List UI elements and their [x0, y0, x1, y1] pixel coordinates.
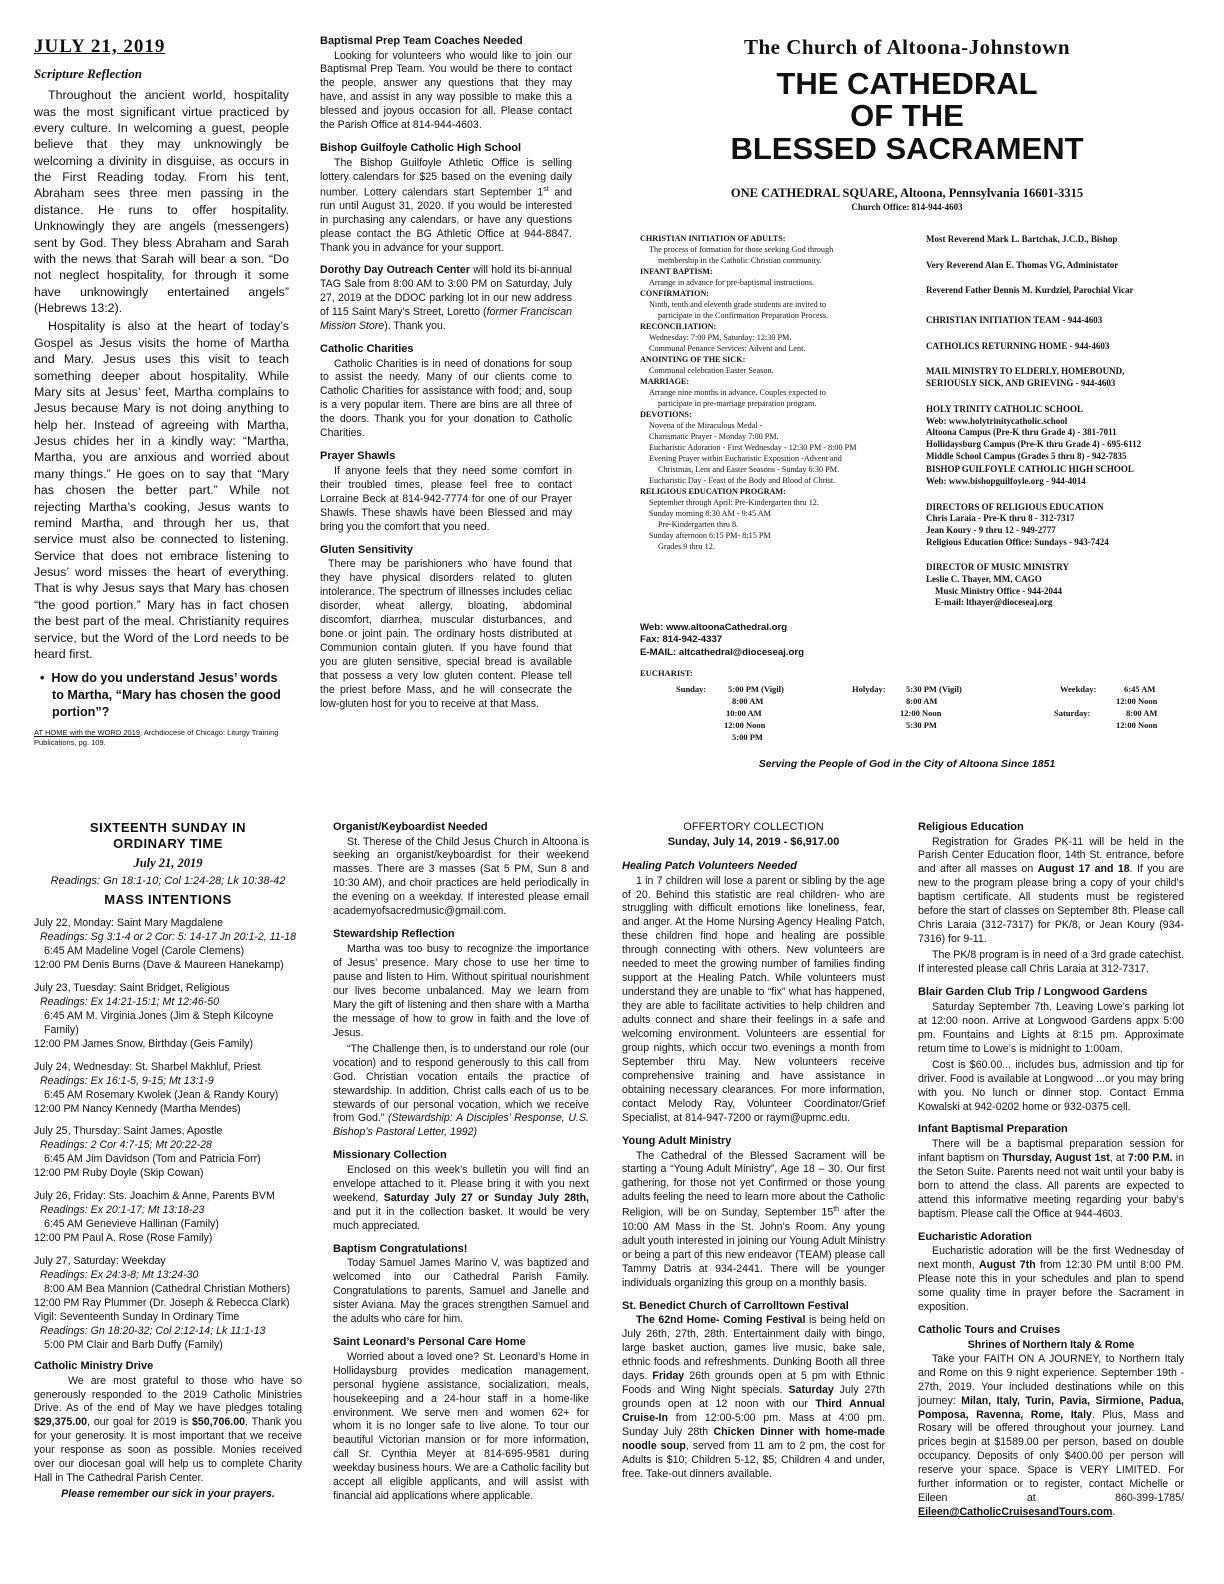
sacrament-detail: Christmas, Lent and Easter Seasons - Sunday 6:30 PM. — [658, 464, 840, 474]
missionary-heading: Missionary Collection — [333, 1149, 447, 1162]
mass-intention: 6:45 AM Rosemary Kwolek (Jean & Randy Koury) — [44, 1088, 279, 1101]
sunday-label: Sunday: — [676, 684, 707, 694]
weekday-label: Weekday: — [1060, 684, 1097, 694]
sacrament-heading: MARRIAGE: — [640, 376, 690, 386]
mass-day — [34, 1061, 302, 1117]
sacrament-detail: Wednesday: 7:00 PM, Saturday: 12:30 PM. — [649, 332, 792, 342]
mass-intention: 8:00 AM Bea Mannion (Cathedral Christian Mothers) — [44, 1283, 291, 1296]
sacrament-heading: RECONCILIATION: — [640, 321, 717, 331]
mass-day-readings: Readings: Sg 3:1-4 or 2 Cor: 5: 14-17 Jn 20:1-2, 11-18 — [40, 930, 296, 943]
cathedral-title: THE CATHEDRAL OF THE BLESSED SACRAMENT — [730, 65, 1084, 166]
clergy-vicar: Reverend Father Dennis M. Kurdziel, Parochial Vicar — [926, 285, 1134, 296]
sunday-time: 10:00 AM — [726, 708, 762, 718]
masthead — [622, 34, 1192, 770]
reflection-question: • How do you understand Jesus’ words to Martha, “Mary has chosen the good portion”? — [40, 671, 281, 719]
announcements-column-top — [320, 34, 572, 754]
st-benedict-heading: St. Benedict Church of Carrolltown Festival — [622, 1299, 849, 1312]
st-leonard-text: Worried about a loved one? St. Leonard’s Home in Hollidaysburg provides medication management, personal hygiene assistance, socialization, meals, housekeeping and a 24-hour staff in a home-like environment. We serve men and women 62+ for whom it is no longer safe to live alone. To tour our beautiful Victorian mansion or for more information, call Sr. Cynthia Meyer at 814-695-9581 during weekday business hours. We are a Catholic facility but accept all eligible applicants, and will assist with financial aid applications where applicable. — [333, 1350, 589, 1503]
sacrament-detail: Arrange in advance for pre-baptismal instructions. — [649, 277, 815, 287]
prayer-shawls-heading: Prayer Shawls — [320, 450, 396, 463]
reflection-footnote: AT HOME with the WORD 2019, Archdiocese of Chicago: Liturgy Training Publications, pg. 109. — [34, 728, 279, 748]
infant-baptism-heading: Infant Baptismal Preparation — [918, 1123, 1068, 1136]
sacrament-detail: Arrange nine months in advance. Couples expected to — [649, 387, 826, 397]
baptism-congrats-heading: Baptism Congratulations! — [333, 1242, 468, 1255]
sacrament-detail: Grades 9 thru 12. — [658, 541, 715, 551]
sunday-time: 5:00 PM (Vigil) — [728, 684, 784, 694]
mass-day-readings: Readings: Ex 24:3-8; Mt 13:24-30 — [40, 1269, 199, 1282]
mass-day-title: July 27, Saturday: Weekday — [34, 1255, 166, 1268]
weekday-time: 6:45 AM — [1124, 684, 1156, 694]
holyday-time: 5:30 PM (Vigil) — [906, 684, 962, 694]
mass-day-readings: Readings: Ex 16:1-5, 9-15; Mt 13:1-9 — [40, 1074, 214, 1087]
liturgical-date: July 21, 2019 — [133, 855, 203, 870]
scripture-column — [34, 34, 289, 754]
liturgical-title: SIXTEENTH SUNDAY IN ORDINARY TIME — [89, 820, 247, 851]
sacrament-heading: CHRISTIAN INITIATION OF ADULTS: — [640, 234, 786, 243]
mass-intention: 12:00 PM James Snow, Birthday (Geis Family) — [34, 1037, 254, 1050]
prayer-shawls-text: If anyone feels that they need some comfort in their troubled times, please feel free to contact Lorraine Beck at 814-942-7774 for one of our Prayer Shawls. These shawls have been Blessed and may bring you the comfort that you need. — [320, 464, 572, 533]
mass-day-readings: Readings: Ex 14:21-15:1; Mt 12:46-50 — [40, 995, 220, 1008]
sacrament-detail: Ninth, tenth and eleventh grade students are invited to — [649, 299, 827, 309]
sacrament-detail: September through April: Pre-Kindergarten thru 12. — [649, 497, 819, 507]
gluten-text: There may be parishioners who have found that they have physical disorders related to gluten intolerance. The spectrum of illnesses includes celiac disorder, wheat allergy, bloating, abdominal discomfort, diarrhea, muscular disturbances, and bone or joint pain. The ordinary hosts distributed at Communion contain gluten. If you have found that you are gluten sensitive, special bread is available that possess a very low gluten content. Please tell the priest before Mass, and he will consecrate the low-gluten host for you to receive at that Mass. — [320, 558, 572, 710]
sacrament-heading: CONFIRMATION: — [640, 288, 709, 298]
mass-intention: 12:00 PM Ray Plummer (Dr. Joseph & Rebecca Clark) — [34, 1297, 290, 1310]
baptism-congrats-text: Today Samuel James Marino V, was baptized and welcomed into our Cathedral Parish Family. Congratulations to parents, Samuel and Janelle and sister Aviana. May the graces strengthen Samuel and the adults who care for him. — [333, 1257, 589, 1326]
mass-intention: 12:00 PM Denis Burns (Dave & Maureen Hanekamp) — [34, 958, 284, 971]
mass-day — [34, 1255, 302, 1353]
serving-tagline: Serving the People of God in the City of Altoona Since 1851 — [758, 758, 1056, 770]
church-office: Church Office: 814-944-4603 — [851, 201, 963, 212]
sunday-time: 5:00 PM — [732, 732, 763, 742]
weekday-time: 12:00 Noon — [1116, 696, 1158, 706]
religious-ed-heading: Religious Education — [918, 821, 1024, 833]
address: ONE CATHEDRAL SQUARE, Altoona, Pennsylvania 16601-3315 — [730, 186, 1084, 201]
catholics-returning: CATHOLICS RETURNING HOME - 944-4603 — [926, 340, 1110, 351]
sacrament-detail: Eucharistic Adoration - First Wednesday - 12:30 PM - 8:00 PM — [649, 442, 857, 452]
sick-prayers: Please remember our sick in your prayers. — [61, 1488, 275, 1501]
mass-intention: 6:45 AM Genevieve Hallinan (Family) — [44, 1218, 219, 1231]
mass-day-title: July 25, Thursday: Saint James, Apostle — [34, 1125, 223, 1138]
sacrament-detail: Novena of the Miraculous Medal - — [649, 420, 763, 430]
tours-heading: Catholic Tours and Cruises — [918, 1324, 1061, 1337]
sacrament-detail: Charismatic Prayer - Monday 7:00 PM. — [649, 431, 779, 441]
sacrament-detail: Eucharistic Day - Feast of the Body and Blood of Christ. — [649, 475, 836, 485]
mail-ministry: MAIL MINISTRY TO ELDERLY, HOMEBOUND, SERIOUSLY SICK, AND GRIEVING - 944-4603 — [926, 366, 1125, 389]
offertory-column — [622, 820, 885, 1560]
catechist-needed-text: The PK/8 program is in need of a 3rd grade catechist. If interested please call Chris Laraia at 312-7317. — [918, 949, 1184, 976]
mass-intention: 6:45 AM M. Virginia Jones (Jim & Steph Kilcoyne Family) — [44, 1009, 274, 1036]
mass-day-title: July 26, Friday: Sts. Joachim & Anne, Parents BVM — [34, 1190, 275, 1203]
adoration-text: Eucharistic adoration will be the first Wednesday of next month, August 7th from 12:30 PM until 8:00 PM. Please note this in your schedules and plan to spend some quality time in prayer before the Sacrament in exposition. — [918, 1245, 1184, 1314]
sacrament-detail: participate in pre-marriage preparation program. — [658, 398, 817, 408]
announcements-column-bottom — [333, 820, 589, 1560]
directory — [926, 234, 1192, 609]
clergy-administrator: Very Reverend Alan E. Thomas VG, Administator — [926, 259, 1119, 270]
eucharist-label: EUCHARIST: — [640, 668, 693, 678]
sacrament-heading: RELIGIOUS EDUCATION PROGRAM: — [640, 486, 786, 496]
mass-intentions-column — [34, 820, 302, 1560]
sacrament-detail: Communal Penance Services: Advent and Lent. — [649, 343, 806, 353]
gluten-heading: Gluten Sensitivity — [320, 543, 413, 556]
tours-subheading: Shrines of Northern Italy & Rome — [967, 1338, 1135, 1351]
bulletin-date: JULY 21, 2019 — [34, 36, 166, 57]
mass-day-readings: Readings: Gn 18:20-32; Col 2:12-14; Lk 11:1-13 — [40, 1325, 266, 1338]
mass-intentions-list — [34, 917, 302, 1353]
charities-heading: Catholic Charities — [320, 343, 414, 355]
young-adult-heading: Young Adult Ministry — [622, 1134, 732, 1147]
holy-trinity-school: HOLY TRINITY CATHOLIC SCHOOL Web: www.holytrinitycatholic.school Altoona Campus (Pre-K thru Grade 4) - 381-7011 Hollidaysburg Campus (Pre-K thru Grade 4) - 695-6112 Middle School Campus (Grades 5 thru 8) - 942-7835 — [926, 403, 1142, 461]
sunday-time: 12:00 Noon — [724, 720, 766, 730]
baptismal-prep-text: Looking for volunteers who would like to join our Baptismal Prep Team. You would be there to contact the people, answer any questions that they may have, and assist in any way possible to make this a blessed and joyous occasion for all. Please contact the Parish Office at 814-944-4603. — [320, 49, 572, 132]
mass-intention: 12:00 PM Ruby Doyle (Skip Cowan) — [34, 1167, 204, 1180]
mass-day — [34, 1125, 302, 1181]
mass-day-title: July 22, Monday: Saint Mary Magdalene — [34, 916, 224, 929]
stewardship-heading: Stewardship Reflection — [333, 928, 455, 941]
mass-day-title: July 23, Tuesday: Saint Bridget, Religious — [34, 981, 230, 994]
sacrament-detail: Evening Prayer within Eucharistic Exposition -Advent and — [649, 453, 842, 463]
missionary-text: Enclosed on this week’s bulletin you will find an envelope attached to it. Please bring it with you next weekend, Saturday July 27 or Sunday July 28th, and put it in the collection basket. It would be very much appreciated. — [333, 1163, 589, 1232]
religious-ed-text: Registration for Grades PK-11 will be held in the Parish Center Education floor, 14th St. entrance, before and after all masses on August 17 and 18. If you are new to the program please bring a copy of your child’s baptism certificate. All students must be registered before the start of classes on September 8th. Please call Chris Laraia (312-7317) for PK/8, or Jean Koury (934-7316) for 9-11. — [918, 835, 1184, 946]
website-link[interactable]: Web: www.altoonaCathedral.org — [640, 622, 788, 633]
garden-club-text: Saturday September 7th. Leaving Lowe’s parking lot at 12:00 noon. Arrive at Longwood Gardens appx 5:00 pm. Fountains and Lights at 8:15 pm. Approximate return time to Lowe’s is midnight to 1:00am. — [918, 1000, 1184, 1055]
mass-day — [34, 1190, 302, 1246]
initiation-team: CHRISTIAN INITIATION TEAM - 944-4603 — [926, 315, 1103, 326]
guilfoyle-text: The Bishop Guilfoyle Athletic Office is selling lottery calendars for $25 based on the evening daily number. Lottery calendars start September 1st and run until August 31, 2020. If you would be interested in purchasing any calendars, or have any questions please contact the BG Athletic Office at 944-8847. Thank you in advance for your support. — [320, 156, 572, 255]
holyday-time: 12:00 Noon — [900, 708, 942, 718]
sunday-time: 8:00 AM — [732, 696, 764, 706]
music-ministry: DIRECTOR OF MUSIC MINISTRY Leslie C. Thayer, MM, CAGO Music Ministry Office - 944-2044 E-mail: lthayer@dioceseaj.org — [926, 562, 1069, 608]
education-column — [918, 820, 1184, 1560]
sacrament-detail: membership in the Catholic Christian community. — [658, 255, 822, 265]
offertory-heading: OFFERTORY COLLECTION — [683, 821, 824, 833]
mass-day-readings: Readings: 2 Cor 4:7-15; Mt 20:22-28 — [40, 1139, 212, 1152]
young-adult-text: The Cathedral of the Blessed Sacrament will be starting a “Young Adult Ministry”, Age 18 – 30. Our first gathering, for those not yet Confirmed or those young adults feeling the need to learn more about the Catholic Religion, will be on Sunday, September 15th after the 10:00 AM Mass in the St. John’s Room. Any young adult youth interested in joining our Young Adult Ministry or being a part of this new endeavor (TEAM) please call Tammy Datris at 934-2441. There will be younger individuals organizing this group on a monthly basis. — [622, 1149, 885, 1289]
sacrament-detail: participate in the Confirmation Preparation Process. — [658, 310, 829, 320]
sacrament-detail: Pre-Kindergarten thru 8. — [658, 519, 739, 529]
email-link[interactable]: E-MAIL: altcathedral@dioceseaj.org — [640, 646, 804, 658]
mass-day — [34, 917, 302, 973]
tours-email-link[interactable]: Eileen@CatholicCruisesandTours.com — [918, 1506, 1113, 1519]
organist-text: St. Therese of the Child Jesus Church in Altoona is seeking an organist/keyboardist for their weekend masses. There are 3 masses (Sat 5 PM, Sun 8 and 10:30 AM), and choir practices are held periodically in the evening on a weekday. If interested please email academyofsacredmusic@gmail.com. — [333, 835, 589, 918]
stewardship-text: Martha was too busy to recognize the importance of Jesus’ presence. Mary chose to use her time to pause and listen to Him. Without spiritual nourishment our lives become unbalanced. May we learn from Mary the gift of listening and then share with a Martha the message of how to grow in faith and the love of Jesus. — [333, 942, 589, 1039]
scripture-reflection-heading: Scripture Reflection — [34, 66, 142, 82]
healing-patch-heading: Healing Patch Volunteers Needed — [622, 860, 798, 873]
st-benedict-text: The 62nd Home- Coming Festival is being held on July 26th, 27th, 28th. Entertainment daily with bingo, large basket auction, games live music, bake sale, ethnic foods and refreshments. Dunking Booth all three days. Friday 26th grounds open at 5 pm with Ethnic Foods and Wing Night specials. Saturday July 27th grounds open at 12 noon with our Third Annual Cruise-In from 12:00-5:00 pm. Mass at 4:00 pm. Sunday July 28th Chicken Dinner with home-made noodle soup, served from 11 am to 2 pm, the cost for Adults is $10; Children 5-12, $5; Children 4 and under, free. Take-out dinners available. — [622, 1314, 886, 1480]
mass-intention: 5:00 PM Clair and Barb Duffy (Family) — [44, 1339, 223, 1352]
adoration-heading: Eucharistic Adoration — [918, 1230, 1032, 1243]
offertory-amount: Sunday, July 14, 2019 - $6,917.00 — [667, 835, 840, 848]
mass-intention: 6:45 AM Jim Davidson (Tom and Patricia Forr) — [44, 1153, 261, 1166]
mass-day-readings: Readings: Ex 20:1-17; Mt 13:18-23 — [40, 1204, 205, 1217]
sacraments-list — [640, 234, 906, 553]
mass-intention: Vigil: Seventeenth Sunday In Ordinary Time — [34, 1311, 240, 1324]
mass-intention: 12:00 PM Paul A. Rose (Rose Family) — [34, 1232, 213, 1245]
bishop-guilfoyle-school: BISHOP GUILFOYLE CATHOLIC HIGH SCHOOL Web: www.bishopguilfoyle.org - 944-4014 — [926, 464, 1134, 486]
sacrament-heading: ANOINTING OF THE SICK: — [640, 354, 746, 364]
sunday-readings: Readings: Gn 18:1-10; Col 1:24-28; Lk 10:38-42 — [50, 875, 286, 888]
infant-baptism-text: There will be a baptismal preparation session for infant baptism on Thursday, August 1st, at 7:00 P.M. in the Seton Suite. Parents need not wait until your baby is born to attend the class. All parents are expected to attend this informative meeting regarding your baby’s baptism. Please call the Office at 944-4603. — [918, 1137, 1184, 1220]
sacrament-detail: The process of formation for those seeking God through — [649, 244, 834, 254]
saturday-time: 12:00 Noon — [1116, 720, 1158, 730]
ministry-drive-heading: Catholic Ministry Drive — [34, 1360, 154, 1373]
holyday-time: 5:30 PM — [906, 720, 937, 730]
mass-intentions-heading: MASS INTENTIONS — [104, 891, 232, 907]
baptismal-prep-heading: Baptismal Prep Team Coaches Needed — [320, 35, 523, 47]
reflection-paragraph: Hospitality is also at the heart of today’s Gospel as Jesus visits the home of Martha and Mary. Jesus uses this visit to teach something deeper about hospitality. While Mary sits at Jesus’ feet, Martha complains to Jesus because Mary is not doing anything to help her. Instead of agreeing with Martha, Jesus chides her in a kindly way: “Martha, Martha, you are anxious and worried about many things.” He goes on to say that “Mary has chosen the better part.” While not rejecting Martha’s cooking, Jesus wants to remind Martha, and through her us, that service must also be connected to listening. Service that does not embrace listening to Jesus’ word misses the heart of everything. That is why Jesus says that Mary has chosen “the good portion.” Mary has in fact chosen the best part of the meal. Christianity requires service, but the Word of the Lord needs to be heard first. — [34, 319, 289, 661]
sacrament-detail: Sunday afternoon 6:15 PM- 8:15 PM — [649, 530, 771, 540]
organist-heading: Organist/Keyboardist Needed — [333, 821, 488, 833]
saturday-time: 8:00 AM — [1126, 708, 1158, 718]
sacrament-detail: Sunday morning 8:30 AM - 9:45 AM — [649, 508, 771, 518]
ministry-drive-text: We are most grateful to those who have so generously responded to the 2019 Catholic Ministries Drive. As of the end of May we have pledges totaling $29,375.00, our goal for 2019 is $50,706.00. Thank you for your generosity. It is most important that we receive your response as soon as possible. Monies received over our diocesan goal will help us to complete Charity Hall in The Cathedral Parish Center. — [34, 1374, 302, 1485]
saturday-label: Saturday: — [1054, 708, 1091, 718]
sacrament-detail: Communal celebration Easter Season. — [649, 365, 774, 375]
mass-intention: 12:00 PM Nancy Kennedy (Martha Mendes) — [34, 1102, 241, 1115]
clergy-bishop: Most Reverend Mark L. Bartchak, J.C.D., Bishop — [926, 234, 1118, 244]
contact-web — [640, 622, 804, 659]
footnote-source-link[interactable]: AT HOME with the WORD 2019 — [34, 728, 141, 738]
sacrament-heading: DEVOTIONS: — [640, 409, 692, 419]
tours-text: Take your FAITH ON A JOURNEY, to Northern Italy and Rome on this 9 night experience. September 19th - 27th, 2019. Your included destinations while on this journey: Milan, Italy, Turin, Pavia, Sirmione, Padua, Pomposa, Ravenna, Rome, Italy. Plus, Mass and Rosary will be offered throughout your journey. Land prices begin at $1589.00 per person, based on double occupancy. Deposits of only $400.00 per person will reserve your space. Space is VERY LIMITED. For further information or to register, contact Michelle or Eileen at 860-399-1785/ Eileen@CatholicCruisesandTours.com. — [918, 1352, 1184, 1519]
dorothy-day-text: Dorothy Day Outreach Center will hold its bi-annual TAG Sale from 8:00 AM to 3:00 PM on Saturday, July 27, 2019 at the DDOC parking lot in our new address of 115 Saint Mary’s Street, Loretto (former Franciscan Mission Store). Thank you. — [320, 264, 572, 333]
mass-intention: 6:45 AM Madeline Vogel (Carole Clemens) — [44, 944, 245, 957]
mass-day-title: July 24, Wednesday: St. Sharbel Makhluf, Priest — [34, 1060, 261, 1073]
holyday-time: 8:00 AM — [906, 696, 938, 706]
reflection-paragraph: Throughout the ancient world, hospitality was the most significant virtue practiced by every culture. In welcoming a guest, people believe that they may unknowingly be welcoming a divinity in disguise, as occurs in the First Reading today. From his tent, Abraham sees three men passing in the distance. He runs to offer hospitality. Unknowingly they are angels (messengers) sent by God. They bless Abraham and Sarah with the news that Sarah will bear a son. “Do not neglect hospitality, for through it some have unknowingly entertained angels” (Hebrews 13:2). — [34, 88, 289, 316]
garden-club-cost: Cost is $60.00... includes bus, admission and tip for driver. Food is available at Longwood ...or you may bring with you. No lunch or dinner stop. Contact Emma Kowalski at 942-0202 home or 932-0375 cell. — [918, 1058, 1184, 1113]
healing-patch-text: 1 in 7 children will lose a parent or sibling by the age of 20. Behind this statistic are real children- who are struggling with difficult emotions like loneliness, fear, and anger. At the Home Nursing Agency Healing Patch, these children find hope and healing are possible through connecting with others. New volunteers are needed to meet the growing number of families finding support at the Healing Patch. While volunteers must understand they are unable to “fix” what has happened, they are able to facilitate activities to help children and adults connect and share their feelings in a safe and welcoming environment. Volunteers are essential for group nights, which occur two evenings a month from September thru May. New volunteers receive comprehensive training and have assistance in obtaining necessary clearances. For more information, contact Melody Ray, Volunteer Coordinator/Grief Specialist, at 814-947-7200 or raym@upmc.edu. — [622, 874, 885, 1125]
stewardship-quote: “The Challenge then, is to understand our role (our vocation) and to respond generously to this call from God. Christian vocation entails the practice of stewardship. In addition, Christ calls each of us to be stewards of our personal vocation, which we receive from God.” (Stewardship: A Disciples’ Response, U.S. Bishop’s Pastoral Letter, 1992) — [333, 1042, 589, 1139]
garden-club-heading: Blair Garden Club Trip / Longwood Gardens — [918, 986, 1148, 999]
mass-day — [34, 982, 302, 1052]
guilfoyle-heading: Bishop Guilfoyle Catholic High School — [320, 142, 522, 155]
charities-text: Catholic Charities is in need of donations for soup to assist the needy. Many of our clients come to Catholic Charities for assistance with food; and, soup is a very popular item. There are bins are all three of the doors. Thank you for your donation to Catholic Charities. — [320, 357, 572, 440]
sacrament-heading: INFANT BAPTISM: — [640, 266, 713, 276]
fax-number: Fax: 814-942-4337 — [640, 634, 723, 646]
st-leonard-heading: Saint Leonard’s Personal Care Home — [333, 1336, 526, 1349]
holyday-label: Holyday: — [852, 684, 886, 694]
religious-education-directors: DIRECTORS OF RELIGIOUS EDUCATION Chris Laraia - Pre-K thru 8 - 312-7317 Jean Koury - 9 thru 12 - 949-2777 Religious Education Office: Sundays - 943-7424 — [926, 501, 1109, 547]
church-name: The Church of Altoona-Johnstown — [743, 35, 1071, 59]
